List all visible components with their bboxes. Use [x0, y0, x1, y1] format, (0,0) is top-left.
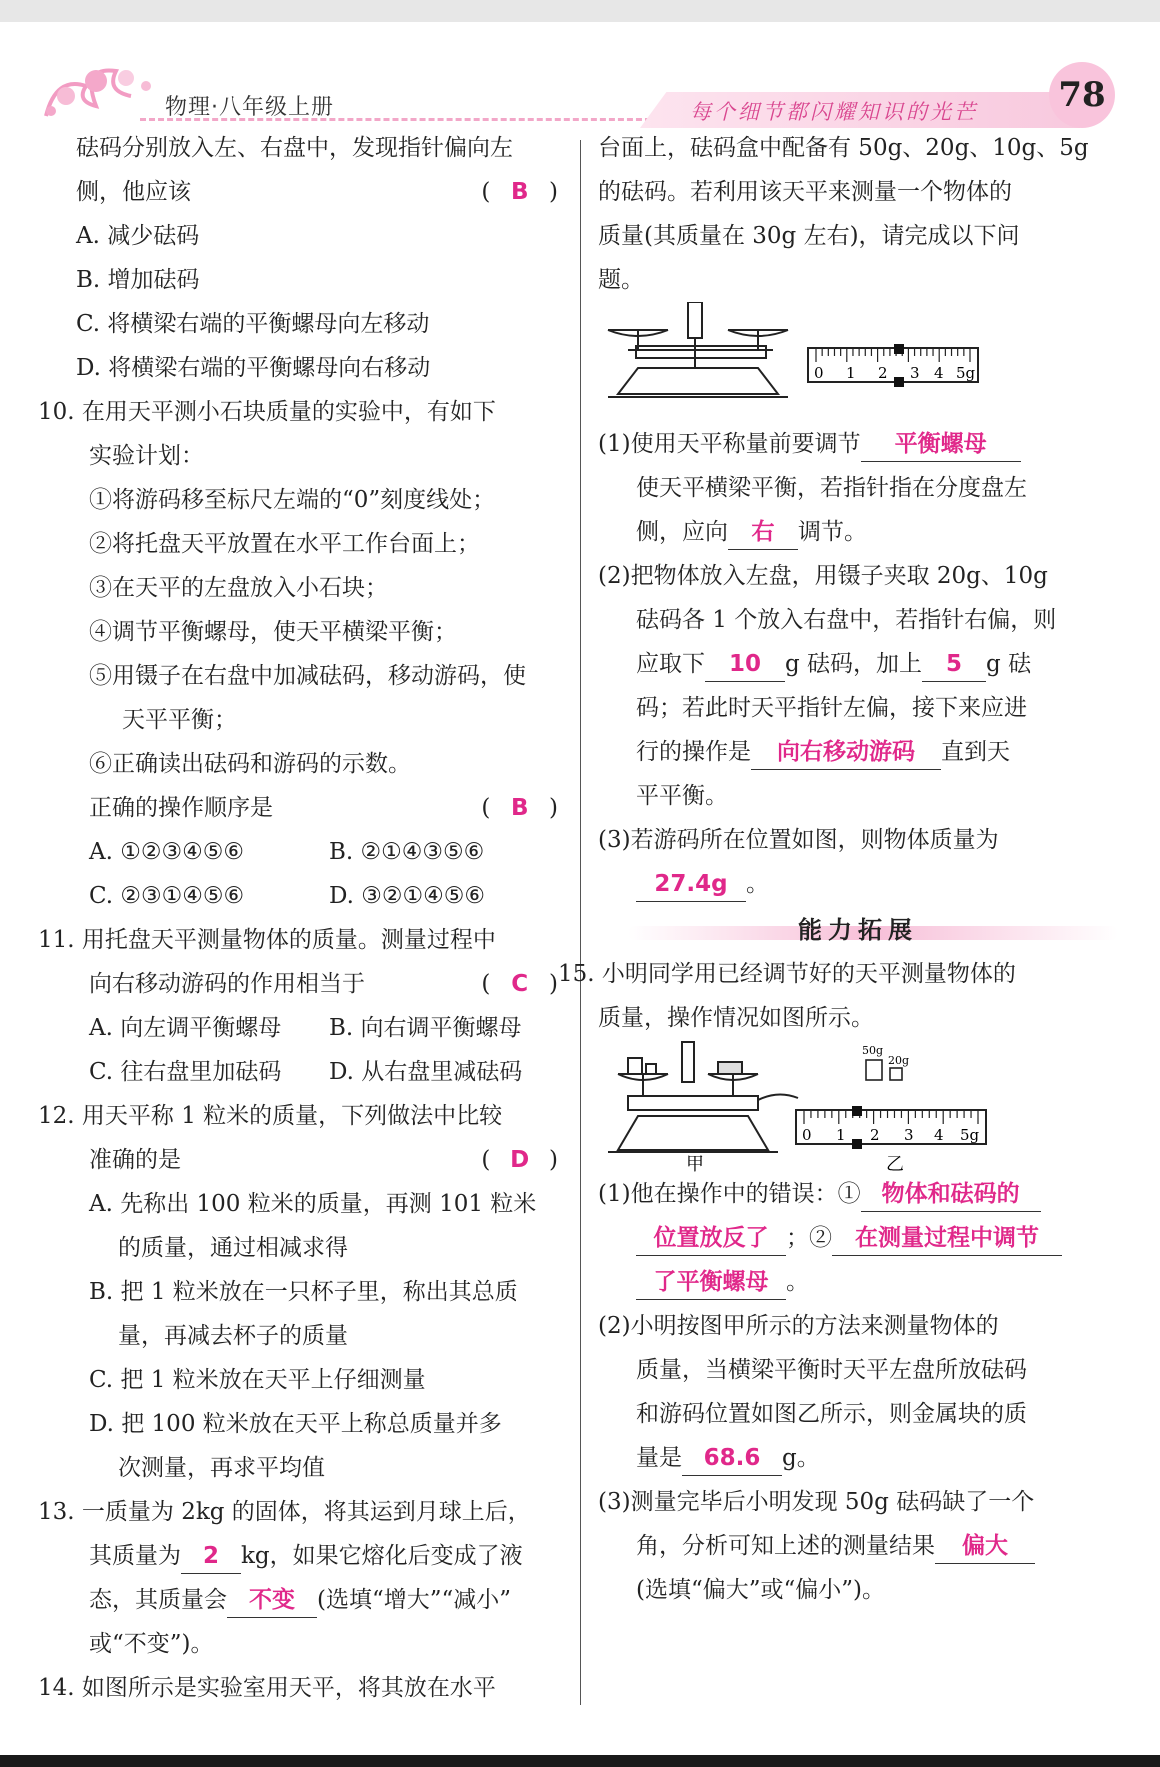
ruler-label: 3	[904, 1126, 914, 1144]
q12-answer-bracket: ( D )	[481, 1138, 558, 1182]
q15-2-answer: 68.6	[682, 1441, 782, 1476]
q13-text: kg，如果它熔化后变成了液	[241, 1543, 523, 1569]
q13-line: 或“不变”)。	[89, 1631, 214, 1657]
q13-answer-2: 不变	[227, 1583, 317, 1618]
figure-caption: 甲	[686, 1154, 704, 1172]
rider-marker	[894, 377, 904, 387]
ruler-label: 4	[934, 1126, 944, 1144]
q14-2-answer-1: 10	[705, 647, 785, 682]
q14-1-line	[598, 422, 1118, 466]
ruler-label: 0	[814, 364, 824, 382]
q15-1-answer-2b: 了平衡螺母	[636, 1265, 786, 1300]
q12-text: 准确的是	[89, 1147, 181, 1173]
q14-text: g 砝	[986, 651, 1032, 677]
q14-2-line	[598, 730, 1118, 774]
q15-1-line	[598, 1216, 1118, 1260]
q10-step: 天平平衡；	[122, 707, 237, 733]
q10-step: ④调节平衡螺母，使天平横梁平衡；	[89, 619, 457, 645]
q14-2-line	[598, 642, 1118, 686]
q14-text: 。	[746, 871, 769, 897]
ruler-label: 1	[836, 1126, 846, 1144]
q11-option: A. 向左调平衡螺母	[89, 1015, 282, 1041]
page-number: 78	[1049, 62, 1115, 128]
q10-answer-bracket: ( B )	[481, 786, 558, 830]
q15-stem: 15. 小明同学用已经调节好的天平测量物体的	[558, 961, 1016, 987]
q14-text: (1)使用天平称量前要调节	[598, 431, 861, 457]
q10-prompt	[38, 786, 558, 830]
q14-text: g 砝码，加上	[785, 651, 923, 677]
page-header	[0, 40, 1160, 130]
column-divider	[580, 140, 581, 1705]
ruler-1	[808, 344, 978, 387]
rider-marker	[852, 1106, 862, 1116]
q15-2-line	[598, 1436, 1118, 1480]
ruler-2	[796, 1106, 986, 1149]
q14-text: 行的操作是	[636, 739, 751, 765]
ruler-label: 2	[870, 1126, 880, 1144]
q14-text: 应取下	[636, 651, 705, 677]
q9-line: 砝码分别放入左、右盘中，发现指针偏向左	[76, 135, 513, 161]
header-dashed-line	[140, 118, 660, 121]
ruler-label: 0	[802, 1126, 812, 1144]
top-edge	[0, 0, 1160, 22]
q14-2-line: 砝码各 1 个放入右盘中，若指针右偏，则	[636, 607, 1057, 633]
q12-stem	[38, 1138, 558, 1182]
q15-text: 量是	[636, 1445, 682, 1471]
q12-option: D. 把 100 粒米放在天平上称总质量并多	[89, 1411, 502, 1437]
figure-caption: 乙	[886, 1154, 904, 1172]
q14-2-answer-2: 5	[922, 647, 986, 682]
balance-and-weights-figure	[598, 1040, 1118, 1172]
q14-stem: 质量(其质量在 30g 左右)，请完成以下问	[598, 223, 1020, 249]
q10-options-row	[38, 830, 558, 874]
q13-text: (选填“增大”“减小”	[317, 1587, 512, 1613]
q10-option: B. ②①④③⑤⑥	[329, 839, 485, 865]
q9-option: C. 将横梁右端的平衡螺母向左移动	[76, 311, 430, 337]
q15-stem: 质量，操作情况如图所示。	[598, 1005, 874, 1031]
q10-step: ⑥正确读出砝码和游码的示数。	[89, 751, 411, 777]
q12-option: A. 先称出 100 粒米的质量，再测 101 粒米	[89, 1191, 537, 1217]
q14-stem: 的砝码。若利用该天平来测量一个物体的	[598, 179, 1012, 205]
q12-stem: 12. 用天平称 1 粒米的质量，下列做法中比较	[38, 1103, 503, 1129]
q14-text: 调节。	[798, 519, 867, 545]
ruler-label: 2	[878, 364, 888, 382]
q14-3-answer: 27.4g	[636, 867, 746, 902]
q11-answer-bracket: ( C )	[481, 962, 558, 1006]
q14-1-answer-1: 平衡螺母	[861, 427, 1021, 462]
q10-options-row	[38, 874, 558, 918]
q10-option: A. ①②③④⑤⑥	[89, 839, 244, 865]
q15-1-line	[598, 1172, 1118, 1216]
q10-answer: B	[510, 795, 529, 821]
ruler-label: 5g	[956, 364, 976, 382]
q10-step: ③在天平的左盘放入小石块；	[89, 575, 388, 601]
q10-step: ⑤用镊子在右盘中加减砝码，移动游码，使	[89, 663, 526, 689]
q11-text: 向右移动游码的作用相当于	[89, 971, 365, 997]
q12-option: 量，再减去杯子的质量	[118, 1323, 348, 1349]
q15-text: ；②	[786, 1225, 832, 1251]
q11-options-row	[38, 1050, 558, 1094]
q11-stem: 11. 用托盘天平测量物体的质量。测量过程中	[38, 927, 496, 953]
q11-option: B. 向右调平衡螺母	[329, 1015, 522, 1041]
q10-option: C. ②③①④⑤⑥	[89, 883, 245, 909]
q12-answer: D	[510, 1147, 530, 1173]
q15-text: g。	[782, 1445, 820, 1471]
balance-scale-icon	[608, 1042, 798, 1152]
q14-1-line: 使天平横梁平衡，若指针指在分度盘左	[636, 475, 1027, 501]
q9-text: 侧，他应该	[76, 179, 191, 205]
subject-label: 物理·八年级上册	[165, 95, 334, 120]
q15-3-line: (3)测量完毕后小明发现 50g 砝码缺了一个	[598, 1489, 1035, 1515]
q15-1-answer-1: 物体和砝码的	[861, 1177, 1041, 1212]
flower-ornament-icon	[36, 56, 166, 126]
q9-answer: B	[510, 179, 529, 205]
rider-marker	[894, 344, 904, 354]
q12-option: C. 把 1 粒米放在天平上仔细测量	[89, 1367, 426, 1393]
q14-1-line	[598, 510, 1118, 554]
q10-stem: 实验计划：	[89, 443, 204, 469]
q10-step: ①将游码移至标尺左端的“0”刻度线处；	[89, 487, 496, 513]
q12-option: 次测量，再求平均值	[118, 1455, 325, 1481]
q15-3-line: (选填“偏大”或“偏小”)。	[636, 1577, 885, 1603]
q14-3-line: (3)若游码所在位置如图，则物体质量为	[598, 827, 999, 853]
q14-1-answer-2: 右	[728, 515, 798, 550]
rider-marker	[852, 1139, 862, 1149]
balance-scale-icon	[608, 302, 788, 397]
q11-stem	[38, 962, 558, 1006]
q12-option: B. 把 1 粒米放在一只杯子里，称出其总质	[89, 1279, 518, 1305]
q13-text: 态，其质量会	[89, 1587, 227, 1613]
q10-stem: 10. 在用天平测小石块质量的实验中，有如下	[38, 399, 496, 425]
q13-stem: 13. 一质量为 2kg 的固体，将其运到月球上后，	[38, 1499, 531, 1525]
slogan: 每个细节都闪耀知识的光芒	[690, 100, 978, 124]
q14-2-line: (2)把物体放入左盘，用镊子夹取 20g、10g	[598, 563, 1048, 589]
q15-2-line: 和游码位置如图乙所示，则金属块的质	[636, 1401, 1027, 1427]
q9-option: A. 减少砝码	[76, 223, 200, 249]
ruler-label: 5g	[960, 1126, 980, 1144]
q15-3-answer: 偏大	[935, 1529, 1035, 1564]
q13-answer-1: 2	[181, 1539, 241, 1574]
ruler-label: 4	[934, 364, 944, 382]
section-title: 能力拓展	[798, 916, 918, 944]
ruler-label: 3	[910, 364, 920, 382]
q14-text: 直到天	[941, 739, 1010, 765]
q15-2-line: (2)小明按图甲所示的方法来测量物体的	[598, 1313, 999, 1339]
q11-option: D. 从右盘里减砝码	[329, 1059, 523, 1085]
right-column	[558, 126, 1118, 1612]
q10-step: ②将托盘天平放置在水平工作台面上；	[89, 531, 480, 557]
q14-3-line	[598, 862, 1118, 906]
q9-line	[38, 170, 558, 214]
q15-text: 角，分析可知上述的测量结果	[636, 1533, 935, 1559]
q13-line	[38, 1534, 558, 1578]
ruler-label: 1	[846, 364, 856, 382]
q14-2-line: 码；若此时天平指针左偏，接下来应进	[636, 695, 1027, 721]
q9-option: D. 将横梁右端的平衡螺母向右移动	[76, 355, 431, 381]
q14-2-answer-3: 向右移动游码	[751, 735, 941, 770]
q15-3-line	[598, 1524, 1118, 1568]
q9-option: B. 增加砝码	[76, 267, 200, 293]
q14-stem: 台面上，砝码盒中配备有 50g、20g、10g、5g	[598, 135, 1089, 161]
weight-label: 50g	[862, 1044, 884, 1057]
weight-label: 20g	[888, 1054, 910, 1067]
q14-text: 侧，应向	[636, 519, 728, 545]
q15-figure	[598, 1040, 1118, 1172]
q15-2-line: 质量，当横梁平衡时天平左盘所放砝码	[636, 1357, 1027, 1383]
q14-stem: 题。	[598, 267, 644, 293]
q11-options-row	[38, 1006, 558, 1050]
q11-option: C. 往右盘里加砝码	[89, 1059, 282, 1085]
q15-text: (1)他在操作中的错误：①	[598, 1181, 861, 1207]
bottom-edge	[0, 1755, 1160, 1767]
left-column	[38, 126, 558, 1710]
q10-prompt-text: 正确的操作顺序是	[89, 795, 273, 821]
q11-answer: C	[511, 971, 529, 997]
balance-and-ruler-figure	[598, 302, 1118, 422]
q14-figure	[598, 302, 1118, 422]
q9-answer-bracket: ( B )	[481, 170, 558, 214]
q13-text: 其质量为	[89, 1543, 181, 1569]
q15-1-line	[598, 1260, 1118, 1304]
q15-1-answer-2: 在测量过程中调节	[832, 1221, 1062, 1256]
q12-option: 的质量，通过相减求得	[118, 1235, 348, 1261]
q15-1-answer-1b: 位置放反了	[636, 1221, 786, 1256]
q14-stem: 14. 如图所示是实验室用天平，将其放在水平	[38, 1675, 496, 1701]
q10-option: D. ③②①④⑤⑥	[329, 883, 485, 909]
q14-2-line: 平平衡。	[636, 783, 728, 809]
q15-text: 。	[786, 1269, 809, 1295]
section-header	[598, 908, 1118, 952]
q13-line	[38, 1578, 558, 1622]
